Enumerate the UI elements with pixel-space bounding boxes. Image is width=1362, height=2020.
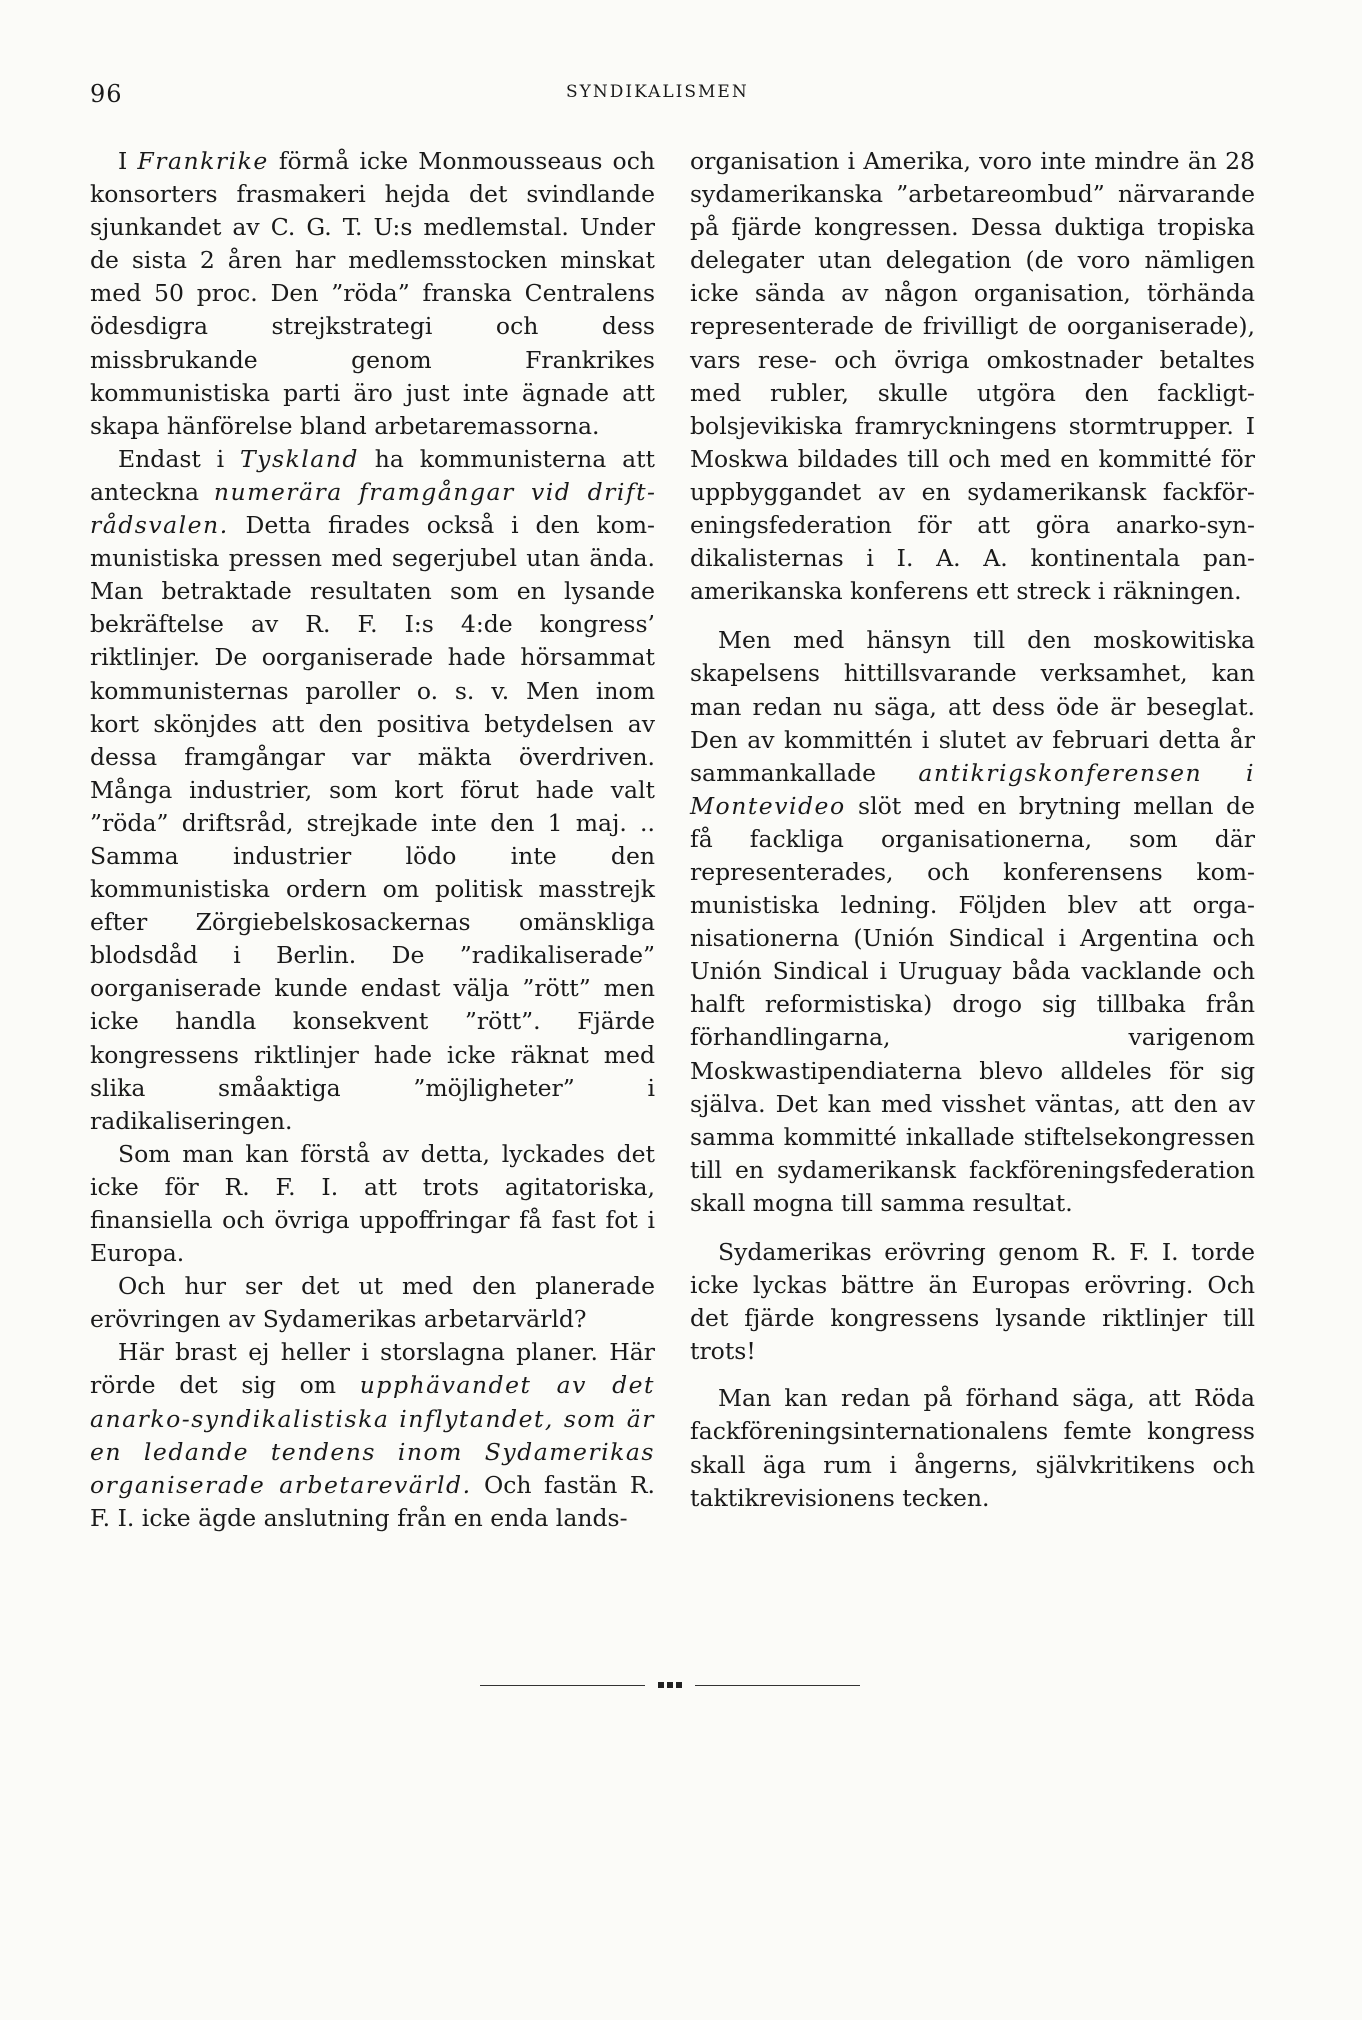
paragraph: Och hur ser det ut med den planerade erövringen av Sydamerikas arbetarvärld? — [90, 1272, 655, 1334]
left-column — [90, 145, 655, 1535]
ornament-dots — [645, 1682, 695, 1688]
emphasis: Tyskland — [240, 444, 359, 473]
paragraph: organisation i Amerika, voro inte mindre än 28 sydamerikanska ”arbetareombud” närvarande på fjärde kongressen. Dessa duktiga tropiska delegater utan delegation (de voro nämligen icke sända av någon organisation, törhända representerade de frivilligt de oorganiserade), vars rese- och övriga omkostnader betaltes med rubler, skulle utgöra den fackligt-bolsjevikiska framryckningens stormtrupper. I Moskwa bildades till och med en kommitté för uppbyggandet av en sydamerikansk fackföreningsfederation för att göra anarko-syndikalisternas i I. A. A. kontinentala panamerikanska konferens ett streck i räkningen. — [690, 147, 1255, 606]
page-number: 96 — [90, 80, 123, 108]
ornament-rule-right — [695, 1685, 860, 1686]
emphasis: numerära framgångar vid driftrådsvalen. — [90, 477, 655, 540]
paragraph: I Frankrike förmå icke Monmousseaus och konsorters frasmakeri hejda det svindlande sjunkandet av C. G. T. U:s medlemstal. Under de sista 2 åren har medlemsstocken minskat med 50 proc. Den ”röda” franska Centralens ödesdigra strejkstrategi och dess missbrukande genom Frankrikes kommunistiska parti äro just inte ägnade att skapa hänförelse bland arbetaremassorna. — [90, 147, 655, 440]
paragraph: Endast i Tyskland ha kommunisterna att anteckna numerära framgångar vid driftrådsvalen. Detta firades också i den kommunistiska pressen med segerjubel utan ända. Man betraktade resultaten som en lysande bekräftelse av R. F. I:s 4:de kongress’ riktlinjer. De oorganiserade hade hörsammat kommunisternas paroller o. s. v. Men inom kort skönjdes att den positiva betydelsen av dessa framgångar var mäkta överdriven. Många industrier, som kort förut hade valt ”röda” driftsråd, strejkade inte den 1 maj. .. Samma industrier lödo inte den kommunistiska ordern om politisk masstrejk efter Zörgiebelskosackernas omänskliga blodsdåd i Berlin. De ”radikaliserade” oorganiserade kunde endast välja ”rött” men icke handla konsekvent ”rött”. Fjärde kongressens riktlinjer hade icke räknat med slika småaktiga ”möjligheter” i radikaliseringen. — [90, 444, 655, 1135]
running-head: SYNDIKALISMEN — [566, 82, 749, 102]
paragraph: Man kan redan på förhand säga, att Röda fackföreningsinternationalens femte kongress skall äga rum i ångerns, självkritikens och taktikrevisionens tecken. — [690, 1384, 1255, 1512]
end-ornament — [480, 1682, 860, 1688]
emphasis: upphävandet av det anarko-syndikalistiska inflytandet, som är en ledande tendens inom Sydamerikas organiserade arbetarevärld. — [90, 1371, 656, 1499]
paragraph: Sydamerikas erövring genom R. F. I. torde icke lyckas bättre än Europas erövring. Och det fjärde kongressens lysande riktlinjer till trots! — [690, 1238, 1255, 1366]
right-column — [690, 145, 1255, 1515]
emphasis: antikrigskonferensen i Montevideo — [690, 758, 1255, 820]
emphasis: Frankrike — [137, 147, 269, 175]
paragraph: Men med hänsyn till den moskowitiska skapelsens hittillsvarande verksamhet, kan man redan nu säga, att dess öde är beseglat. Den av kommittén i slutet av februari detta år sammankallade antikrigskonferensen i Montevideo slöt med en brytning mellan de få fackliga organisationerna, som där representerades, och konferensens kommunistiska ledning. Följden blev att organisationerna (Unión Sindical i Argentina och Unión Sindical i Uruguay båda vacklande och halft reformistiska) drogo sig tillbaka från förhandlingarna, varigenom Moskwastipendiaterna blevo alldeles för sig själva. Det kan med visshet väntas, att den av samma kommitté inkallade stiftelsekongressen till en sydamerikansk fackföreningsfederation skall mogna till samma resultat. — [690, 626, 1255, 1217]
paragraph: Här brast ej heller i storslagna planer. Här rörde det sig om upphävandet av det anarko-syndikalistiska inflytandet, som är en ledande tendens inom Sydamerikas organiserade arbetarevärld. Och fastän R. F. I. icke ägde anslutning från en enda lands- — [90, 1338, 656, 1532]
paragraph: Som man kan förstå av detta, lyckades det icke för R. F. I. att trots agitatoriska, finansiella och övriga uppoffringar få fast fot i Europa. — [90, 1139, 655, 1268]
ornament-rule-left — [480, 1685, 645, 1686]
